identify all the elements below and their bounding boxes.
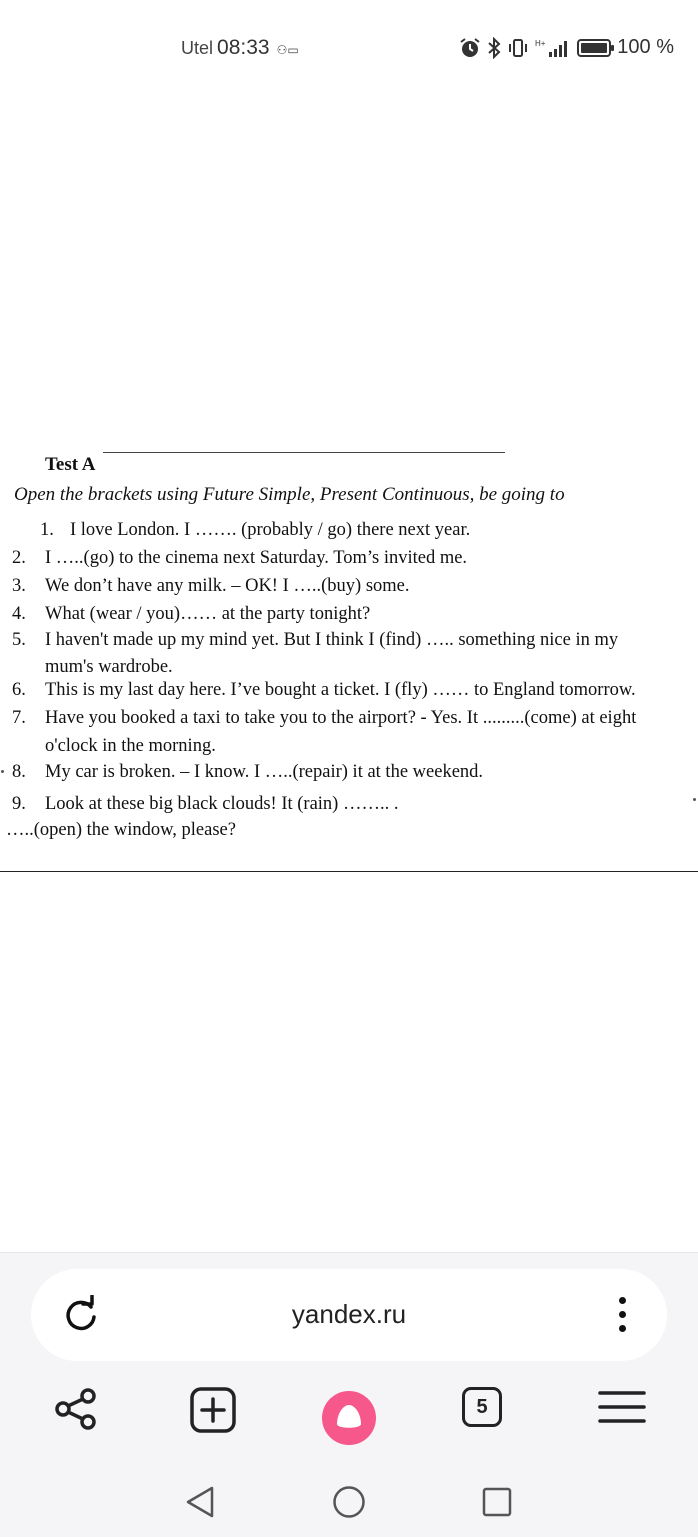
tabs-button[interactable] bbox=[462, 1387, 502, 1427]
scan-mark bbox=[1, 770, 4, 773]
item-number: 2. bbox=[12, 548, 26, 568]
item-text: My car is broken. – I know. I …..(repair) it at the weekend. bbox=[45, 762, 484, 782]
item-number: 4. bbox=[12, 604, 26, 624]
item-text: I …..(go) to the cinema next Saturday. Tom’s invited me. bbox=[45, 548, 468, 568]
item-text: What (wear / you)…… at the party tonight? bbox=[45, 604, 371, 624]
scan-mark bbox=[693, 798, 696, 801]
battery-fill bbox=[581, 43, 607, 53]
item-text-continued: o'clock in the morning. bbox=[45, 736, 216, 756]
share-icon[interactable] bbox=[54, 1387, 98, 1431]
item-number: 5. bbox=[12, 630, 26, 650]
alice-assistant-icon[interactable] bbox=[321, 1390, 377, 1446]
item-number: 1. bbox=[40, 520, 54, 540]
test-instruction: Open the brackets using Future Simple, Present Continuous, be going to bbox=[14, 484, 565, 505]
battery-percent: 100 % bbox=[617, 36, 674, 58]
more-menu-icon[interactable] bbox=[619, 1297, 627, 1339]
status-bar bbox=[0, 0, 698, 96]
battery-icon bbox=[577, 39, 611, 57]
browser-bottom-bar bbox=[0, 1252, 698, 1537]
item-text-continued: mum's wardrobe. bbox=[45, 657, 173, 677]
item-number: 6. bbox=[12, 680, 26, 700]
divider-line bbox=[0, 871, 698, 872]
url-text[interactable]: yandex.ru bbox=[291, 1299, 407, 1329]
bluetooth-icon bbox=[487, 37, 501, 59]
alarm-icon bbox=[459, 37, 481, 59]
item-text: I love London. I ……. (probably / go) there next year. bbox=[70, 520, 471, 540]
item-number: 7. bbox=[12, 708, 26, 728]
item-text: Look at these big black clouds! It (rain) …….. . bbox=[45, 794, 399, 814]
signal-icon bbox=[535, 37, 571, 59]
recents-icon[interactable] bbox=[481, 1486, 513, 1518]
network-type: H+ bbox=[535, 38, 546, 48]
item-text: This is my last day here. I’ve bought a ticket. I (fly) …… to England tomorrow. bbox=[45, 680, 636, 700]
back-icon[interactable] bbox=[184, 1485, 216, 1519]
vibrate-icon bbox=[507, 37, 529, 59]
clock: 08:33 bbox=[217, 36, 270, 59]
new-tab-icon[interactable] bbox=[190, 1387, 236, 1433]
tab-count[interactable]: 5 bbox=[462, 1387, 502, 1427]
address-bar[interactable] bbox=[31, 1269, 667, 1361]
item-text: I haven't made up my mind yet. But I think I (find) ….. something nice in my bbox=[45, 630, 619, 650]
worksheet-image bbox=[0, 440, 698, 880]
menu-icon[interactable] bbox=[598, 1387, 646, 1427]
notification-icons: ⚇▭ bbox=[276, 43, 299, 57]
carrier-label: Utel bbox=[181, 38, 214, 58]
home-icon[interactable] bbox=[332, 1485, 366, 1519]
divider-line bbox=[103, 452, 505, 453]
test-title: Test A bbox=[45, 454, 96, 475]
item-number: 8. bbox=[12, 762, 26, 782]
item-text: We don’t have any milk. – OK! I …..(buy) some. bbox=[45, 576, 410, 596]
item-number: 9. bbox=[12, 794, 26, 814]
item-text: Have you booked a taxi to take you to the airport? - Yes. It .........(come) at eight bbox=[45, 708, 637, 728]
item-number: 3. bbox=[12, 576, 26, 596]
item-text: …..(open) the window, please? bbox=[6, 820, 236, 840]
